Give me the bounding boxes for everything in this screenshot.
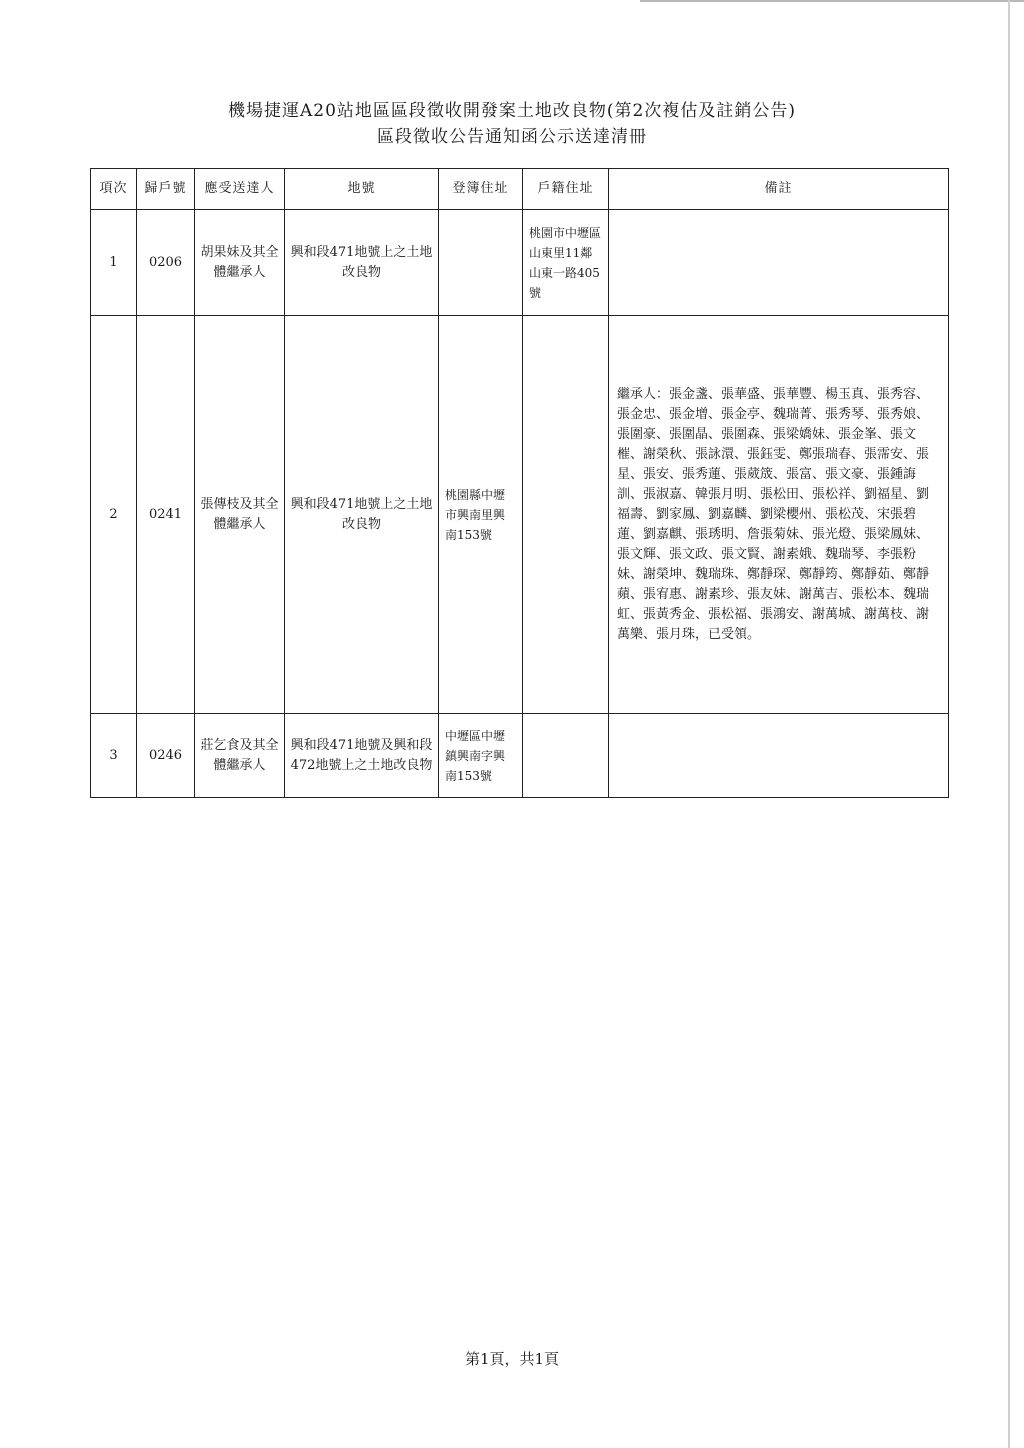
table-row	[91, 714, 949, 798]
header-household-address: 戶籍住址	[523, 169, 609, 210]
table-row	[91, 316, 949, 714]
cell-lot: 興和段471地號上之土地改良物	[285, 316, 439, 714]
header-reg-address: 登簿住址	[439, 169, 523, 210]
cell-household-address	[523, 714, 609, 798]
scan-border-right	[1008, 0, 1010, 1448]
cell-lot: 興和段471地號及興和段472地號上之土地改良物	[285, 714, 439, 798]
cell-note	[609, 210, 949, 316]
cell-recipient: 胡果妹及其全體繼承人	[195, 210, 285, 316]
cell-item: 1	[91, 210, 137, 316]
cell-item: 3	[91, 714, 137, 798]
cell-note: 繼承人：張金盞、張華盛、張華豐、楊玉真、張秀容、張金忠、張金增、張金亭、魏瑞菁、張秀琴、張秀娘、張圍豪、張圍晶、張圍森、張梁嬌妹、張金峯、張文槯、謝榮秋、張詠澴、張鈺雯、鄭張瑞春、張霈安、張星、張安、張秀蓮、張葳筬、張富、張文豪、張鍾誨訓、張淑嘉、韓張月明、張松田、張松祥、劉福星、劉福壽、劉家鳳、劉嘉麟、劉梁櫻州、張松茂、宋張碧蓮、劉嘉麒、張琇明、詹張菊妹、張光燈、張梁鳳妹、張文輝、張文政、張文賢、謝素娥、魏瑞琴、李張粉妹、謝榮坤、魏瑞珠、鄭靜琛、鄭靜筠、鄭靜茹、鄭靜蘋、張宥惠、謝素珍、張友妹、謝萬吉、張松本、魏瑞虹、張黃秀金、張松福、張鴻安、謝萬城、謝萬枝、謝萬樂、張月珠，已受領。	[609, 316, 949, 714]
cell-account: 0241	[137, 316, 195, 714]
scan-border-top	[640, 0, 1024, 2]
cell-household-address: 桃園市中壢區山東里11鄰山東一路405號	[523, 210, 609, 316]
cell-recipient: 張傳枝及其全體繼承人	[195, 316, 285, 714]
title-line-2: 區段徵收公告通知函公示送達清冊	[377, 127, 647, 147]
header-account: 歸戶號	[137, 169, 195, 210]
cell-reg-address: 中壢區中壢鎮興南字興南153號	[439, 714, 523, 798]
document-title	[0, 98, 1024, 150]
cell-reg-address	[439, 210, 523, 316]
header-item: 項次	[91, 169, 137, 210]
cell-account: 0246	[137, 714, 195, 798]
page-number: 第1頁，共1頁	[464, 1350, 560, 1368]
cell-reg-address: 桃園縣中壢市興南里興南153號	[439, 316, 523, 714]
cell-recipient: 莊乞食及其全體繼承人	[195, 714, 285, 798]
cell-note	[609, 714, 949, 798]
cell-item: 2	[91, 316, 137, 714]
title-line-1: 機場捷運A20站地區區段徵收開發案土地改良物(第2次複估及註銷公告)	[228, 101, 796, 121]
header-lot: 地號	[285, 169, 439, 210]
cell-household-address	[523, 316, 609, 714]
header-recipient: 應受送達人	[195, 169, 285, 210]
table-header-row	[91, 169, 949, 210]
delivery-roster-table	[90, 168, 949, 798]
header-note: 備註	[609, 169, 949, 210]
cell-account: 0206	[137, 210, 195, 316]
cell-lot: 興和段471地號上之土地改良物	[285, 210, 439, 316]
table-row	[91, 210, 949, 316]
